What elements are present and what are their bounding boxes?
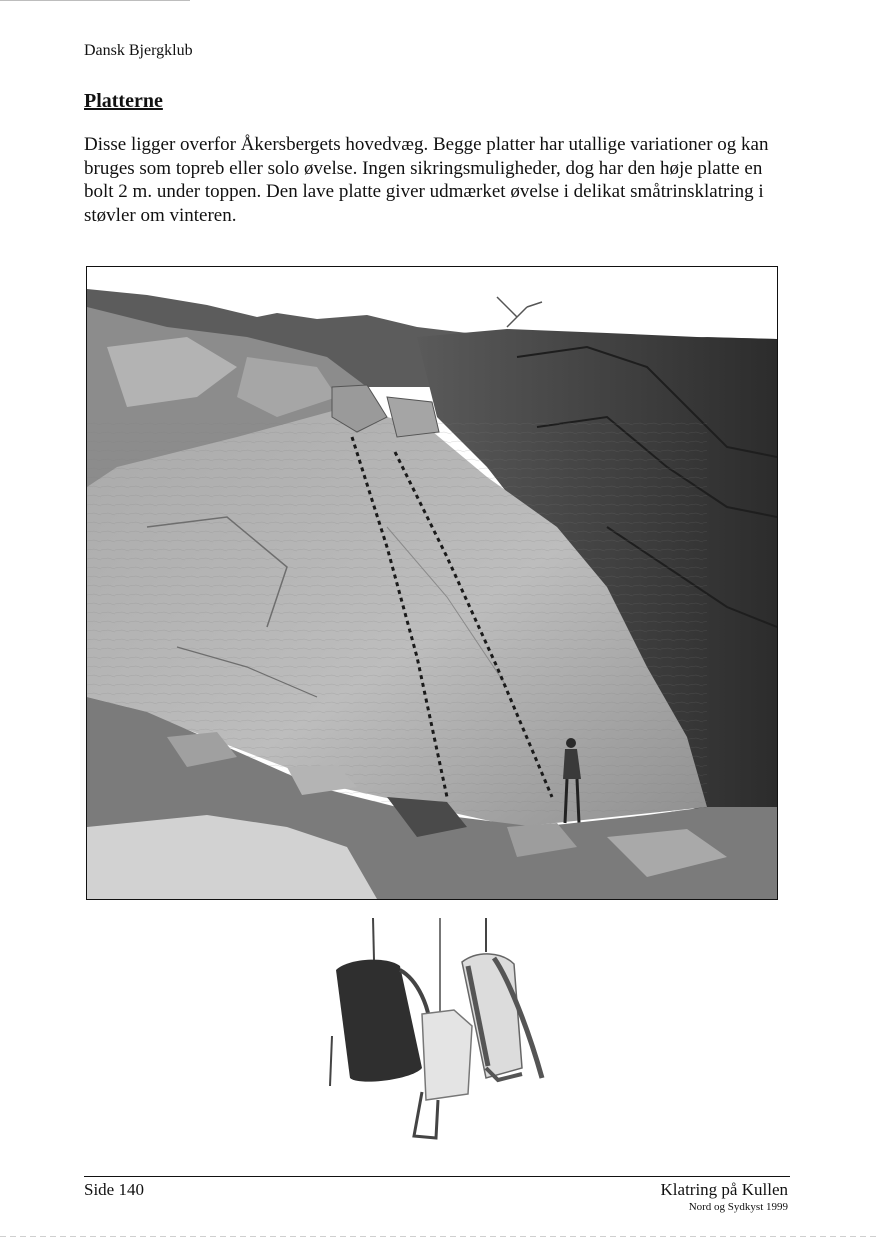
section-title: Platterne (84, 90, 163, 112)
climbing-slab-photo (86, 266, 778, 900)
scan-edge-top (0, 0, 190, 1)
footer-rule (84, 1176, 790, 1177)
page-number: Side 140 (84, 1180, 144, 1199)
hanging-bags-illustration (318, 918, 550, 1150)
scan-edge-bottom (0, 1236, 880, 1237)
book-edition: Nord og Sydkyst 1999 (688, 1201, 788, 1213)
section-description: Disse ligger overfor Åkersbergets hovedvæg. Begge platter har utallige variationer og kan bruges som topreb eller solo øvelse. Ingen sikringsmuligheder, dog har den høje platte en bolt 2 m. under toppen. Den lave platte giver udmærket øvelse i delikat småtrinsklatring i støvler om vinteren. (84, 134, 769, 226)
page-header: Dansk Bjergklub (84, 42, 193, 59)
book-title: Klatring på Kullen (660, 1180, 788, 1199)
